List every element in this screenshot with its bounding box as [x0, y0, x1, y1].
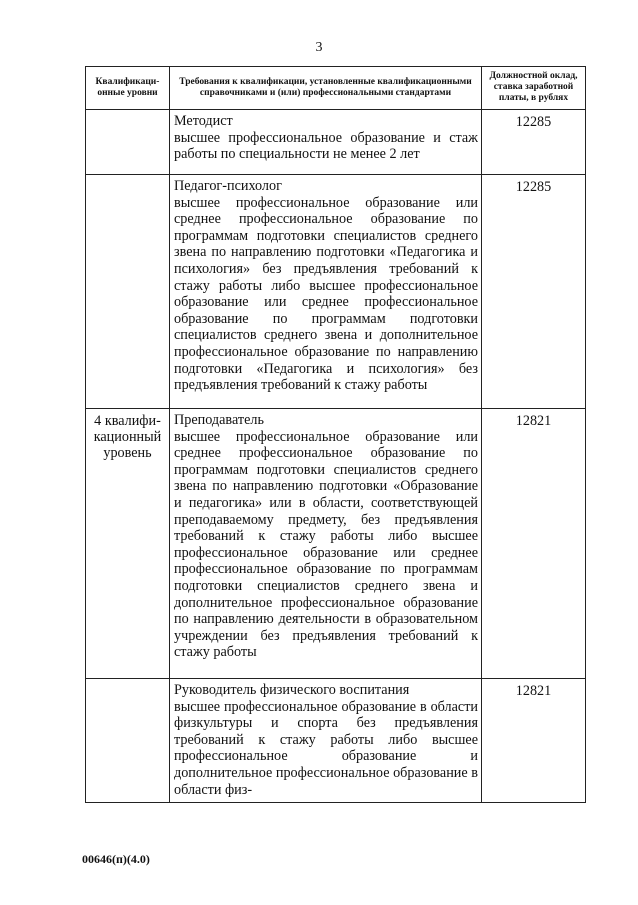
position-title: Преподаватель	[174, 412, 264, 428]
row-level: 4 квалифи-кационный уровень	[86, 409, 170, 679]
row-salary: 12821	[482, 679, 586, 803]
table-row	[86, 175, 586, 409]
page-number: 3	[315, 40, 323, 55]
row-level	[86, 679, 170, 803]
position-requirements: высшее профессиональное образование или среднее профессиональное образование по программам подготовки специалистов среднего звена по направлению подготовки «Педагогика и психология» без предъявления требований к стажу работы либо высшее профессиональное образование или среднее профессиональное образование по программам подготовки специалистов среднего звена и дополнительное профессиональное образование по направлению подготовки «Педагогика и психология» без предъявления требований к стажу работы	[174, 194, 478, 394]
row-salary: 12821	[482, 409, 586, 679]
table-row	[86, 409, 586, 679]
row-description	[170, 110, 482, 175]
position-title: Методист	[174, 113, 233, 129]
row-level	[86, 110, 170, 175]
position-title: Руководитель физического воспитания	[174, 682, 410, 698]
row-description	[170, 409, 482, 679]
table-row	[86, 110, 586, 175]
position-requirements: высшее профессиональное образование и стаж работы по специальности не менее 2 лет	[174, 129, 478, 163]
position-title: Педагог-психолог	[174, 178, 282, 194]
position-requirements: высшее профессиональное образование или среднее профессиональное образование по программам подготовки специалистов среднего звена по направлению подготовки «Образование и педагогика» или в области, соответствующей преподаваемому предмету, без предъявления требований к стажу работы либо высшее профессиональное образование или среднее профессиональное образование по программам подготовки специалистов среднего звена и дополнительное профессиональное образование по направлению деятельности в образовательном учреждении без предъявления требований к стажу работы	[174, 428, 478, 661]
row-description	[170, 175, 482, 409]
row-salary: 12285	[482, 110, 586, 175]
table-header-row	[86, 67, 586, 110]
position-requirements: высшее профессиональное образование в области физкультуры и спорта без предъявления требований к стажу работы либо высшее профессиональное образование и дополнительное профессиональное образование в области физ-	[174, 698, 478, 798]
row-description	[170, 679, 482, 803]
qualification-table	[85, 66, 586, 803]
header-level: Квалификаци-онные уровни	[86, 67, 170, 110]
document-code: 00646(п)(4.0)	[82, 852, 150, 866]
header-salary: Должностной оклад, ставка заработной платы, в рублях	[482, 67, 586, 110]
table-row	[86, 679, 586, 803]
header-requirements: Требования к квалификации, установленные квалификационными справочниками и (или) профессиональными стандартами	[170, 67, 482, 110]
row-salary: 12285	[482, 175, 586, 409]
row-level	[86, 175, 170, 409]
